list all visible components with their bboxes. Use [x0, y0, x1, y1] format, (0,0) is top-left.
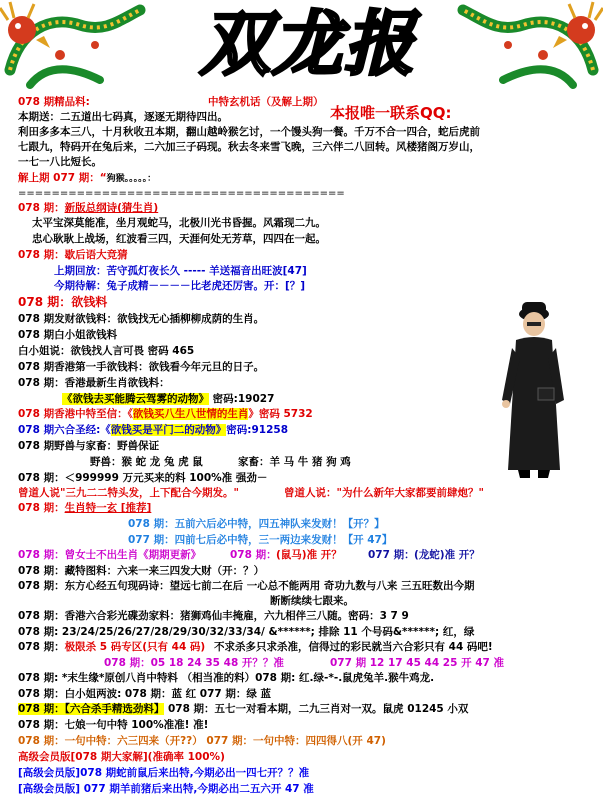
line: 高级会员版[078 期大家解](准确率 100%) [18, 751, 225, 763]
text: 中特玄机话（及解上期） [208, 96, 324, 108]
line: 078 期：东方心经五句现码诗：望远七前二在后 一心总不能两用 奇功九数与八来 三五旺数出今期 [18, 580, 475, 592]
text: 077 期： [368, 549, 415, 561]
header [0, 0, 603, 96]
text: 歇后语大竞猜 [64, 249, 128, 261]
line: 078 期：香港最新生肖欲钱料： [18, 377, 170, 389]
text: 密码:19027 [212, 393, 275, 405]
line: 078 期：五前六后必中特，四五神队来发财！【开？】 [128, 518, 385, 530]
text: 078 期： [230, 549, 277, 561]
line [18, 202, 158, 215]
text: 078 期： [18, 249, 65, 261]
line [18, 96, 324, 109]
text: 《欲钱去买能腾云驾雾的动物》 [62, 393, 209, 405]
text: 078 期： [18, 295, 72, 309]
line: 白小姐说：欲钱找人言可畏 密码 465 [18, 345, 195, 357]
line [18, 424, 288, 437]
line [18, 296, 107, 309]
text: 不求杀多只求杀准，信得过的彩民就当六合彩只有 44 码吧! [214, 641, 493, 653]
line [62, 393, 274, 406]
line [90, 456, 351, 469]
text: 077 期 12 17 45 44 25 开 47 准 [330, 657, 504, 669]
line: 078 期发财欲钱料：欲钱找无心插柳柳成荫的生肖。 [18, 313, 265, 325]
line: 078 期白小姐欲钱料 [18, 329, 118, 341]
line [18, 249, 128, 262]
text: 曾道人说："为什么新年大家都要前肆炮？" [284, 487, 484, 499]
text: 078 期： [18, 641, 65, 653]
text: 欲钱买是平门二的动物》 [110, 424, 227, 436]
line: 本期送：二五道出七码真，逐逐无期待四出。 [18, 111, 228, 123]
text: 野兽：猴 蛇 龙 兔 虎 鼠 [90, 456, 203, 468]
line: 078 期：香港六合彩光碟劲家料：猪狮鸡仙丰掩雇，六九相伴三八随。密码：3 7 9 [18, 610, 409, 622]
line: 利田多多本三八，十月秋收丑本期，翻山越岭猴乞讨，一个馒头狗一餐。千万不合一四合，蛇后虎前 [18, 126, 480, 138]
line: 078 期: 23/24/25/26/27/28/29/30/32/33/34/ &******; 排除 11 个号码&******; 红，绿 [18, 626, 475, 638]
text: 078 期： [18, 202, 65, 214]
text: 新版总纲诗(猜生肖) [64, 202, 159, 214]
line: 078 期：七娘一句中特 100%准准! 准! [18, 719, 209, 731]
line [18, 408, 313, 421]
line: 太平宝深莫能准，坐月观蛇马，北极川光书昏握。风霜现二九。 [32, 217, 326, 229]
line: 077 期：四前七后必中特，三一两边来发财！【开 47】 [128, 534, 393, 546]
line: 078 期: *末生缘*原创八肖中特料 （相当准的料）078 期: 红.绿-*-.鼠虎兔羊.猴牛鸡龙. [18, 672, 435, 684]
text: 078 期精品料: [18, 96, 90, 108]
text: 078 期：05 18 24 35 48 开？？准 [104, 657, 284, 669]
text: 狗猴。。。。。： [106, 174, 157, 184]
line: 078 期：藏特图料：六来一来三四发大财（开：？） [18, 565, 265, 577]
line [18, 172, 156, 186]
line: 078 期：＜999999 万元买来的料 100%准 强劲－ [18, 472, 268, 484]
text: 078 期：曾女士不出生肖《期期更新》 [18, 549, 202, 561]
text: 078 期：一句中特：六三四来（开??） [18, 735, 203, 747]
text: 今期待解： [54, 280, 107, 292]
line: 忠心耿耿上战场，红波看三四，天涯何处无芳草，四四在一起。 [32, 233, 326, 245]
text: 077 期：一句中特： [206, 735, 306, 747]
page-title: 双龙报 [200, 2, 416, 85]
text: 密码:91258 [226, 424, 289, 436]
dragon-left-icon [0, 0, 150, 95]
text: 078 期： [18, 502, 65, 514]
text: 四四得八(开 47) [305, 735, 386, 747]
qq-contact-overlay: 本报唯一联系QQ: [330, 104, 452, 122]
line [18, 703, 468, 716]
text: 078 期：【六合杀手精选劲料】 [18, 703, 165, 715]
line [18, 487, 484, 500]
dragon-right-icon [450, 0, 603, 95]
text: 曾道人说"三九二二特头发，上下配合今期发。" [18, 487, 239, 499]
text: 078 期六合圣经:《 [18, 424, 111, 436]
line: 078 期香港第一手欲钱料：欲钱看今年元旦的日子。 [18, 361, 265, 373]
line [18, 735, 386, 748]
text: (鼠马)准 开？ [276, 549, 342, 561]
line: 一七一八比短长。 [18, 156, 102, 168]
line: 上期回放：苦守孤灯夜长久 ----- 羊送福音出旺波[47] [54, 265, 307, 277]
line [104, 657, 504, 670]
text: 欲钱买八生八世情的生肖 [132, 408, 249, 420]
line: 七跟九，特码开在兔后来，二六加三子码现。秋去冬来雪飞晚，三六伴二八回转。风楼猪阁万岁山， [18, 141, 480, 153]
line: [高级会员版] 077 期羊前猪后来出特,今期必出二五六开 47 准 [18, 783, 314, 795]
line [18, 641, 493, 654]
line [18, 502, 151, 515]
separator: ======================================= [18, 188, 345, 199]
text: 生肖特一玄 [推荐] [64, 502, 152, 514]
text: 极限杀 5 码专区(只有 44 码) [64, 641, 206, 653]
text: (龙蛇)准 开？ [414, 549, 480, 561]
line: 断断续续七跟来。 [270, 595, 354, 607]
text: 解上期 077 期： [18, 172, 100, 184]
line: 078 期野兽与家畜：野兽保证 [18, 440, 160, 452]
line: [高级会员版]078 期蛇前鼠后来出特,今期必出一四七开？？准 [18, 767, 310, 779]
text: 》密码 5732 [248, 408, 313, 420]
man-figure-illustration [498, 300, 570, 480]
text: 078 期香港中特至信：《 [18, 408, 133, 420]
text: 家畜：羊 马 牛 猪 狗 鸡 [238, 456, 351, 468]
text: “ [99, 172, 107, 184]
line [54, 280, 305, 293]
line [18, 549, 480, 562]
line: 078 期：白小姐两波: 078 期：蓝 红 077 期：绿 蓝 [18, 688, 272, 700]
text: 欲钱料 [71, 295, 108, 309]
text: 078 期：五七一对看本期，二九三肖对一双。鼠虎 01245 小双 [167, 703, 469, 715]
text: 兔子成精－－－－比老虎还厉害。开：[？] [106, 280, 306, 292]
